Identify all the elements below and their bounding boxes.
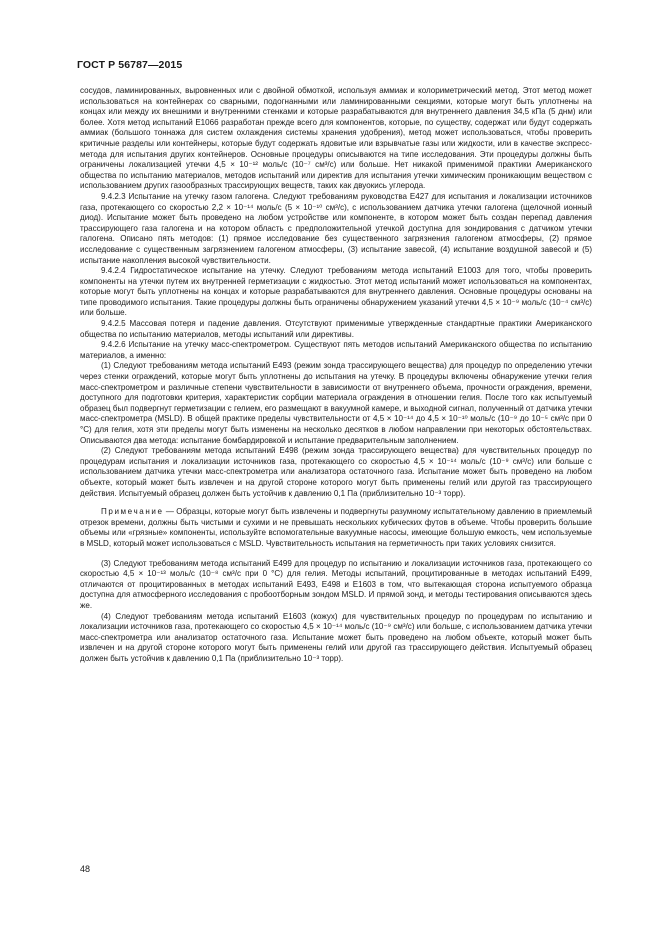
paragraph-continuation: сосудов, ламинированных, выровненных или с двойной обмоткой, используя аммиак и колориметрический метод. Этот метод может использоваться на контейнерах со сварными, подогнанными или ламинированными секциями, которые могут быть уплотнены на концах или между их внешними и внутренними стенками и которые разрабатываются для внутреннего давления 34,5 кПа (5 днм) или более. Хотя метод испытаний Е1066 разработан прежде всего для компонентов, которые, по существу, содержат или будут содержать аммиак (большого тоннажа для систем охлаждения системы хранения удобрения), метод может использоваться, чтобы проверить критичные разделы или контейнеры, которые будут содержать ядовитые или взрывчатые газы или жидкости, или в качестве экспресс-метода для испытания других контейнеров. Основные процедуры описываются на типе исследования. Эти процедуры должны быть ограничены локализацией утечки 4,5 × 10⁻¹² моль/с (10⁻⁷ см³/с) или больше. Нет никакой применимой практики Американского общества по испытанию материалов, методов испытаний или директив для испытания утечки химическим проникающим веществом с использованием других газообразных трассирующих веществ, таких как двуокись углерода. <box>80 86 592 191</box>
paragraph-item-2: (2) Следуют требованиям метода испытаний Е498 (режим зонда трассирующего вещества) для чувствительных процедур по процедурам испытания и локализации источников газа, протекающего со скоростью 4,5 × 10⁻¹⁴ моль/с (10⁻⁹ см³/с) или больше с использованием датчика утечки масс-спектрометра или анализатора остаточного газа. Испытание может быть проведено на любом объекте, который может быть извлечен и на другой стороне которого могут быть применены гелий или другой газ трассирующего действия. Испытуемый образец должен быть устойчив к давлению 0,1 Па (приблизительно 10⁻³ торр). <box>80 446 592 498</box>
page-number: 48 <box>80 864 91 874</box>
note-label: Примечание <box>101 507 164 517</box>
paragraph-item-3: (3) Следуют требованиям метода испытаний Е499 для процедур по испытанию и локализации источников газа, протекающего со скоростью 4,5 × 10⁻¹³ моль/с (10⁻⁸ см³/с при 0 °С) для гелия. Методы испытаний, процитированные в методах испытаний Е499, отличаются от процитированных в методах испытаний Е493, Е498 и Е1603 в том, что вытекающая сторона испытуемого образца доступна для атмосферного исследования с пробоотборным зондом MSLD. И прямой зонд, и методы тестирования описываются здесь же. <box>80 558 592 610</box>
paragraph-9-4-2-6: 9.4.2.6 Испытание на утечку масс-спектрометром. Существуют пять методов испытаний Американского общества по испытанию материалов, а именно: <box>80 340 592 360</box>
paragraph-item-1: (1) Следуют требованиям метода испытаний Е493 (режим зонда трассирующего вещества) для процедур по определению утечки через стенки ограждений, которые могут быть уплотнены до испытания на утечку. В процедуры включены обнаружение утечки гелия масс-спектрометром и различные степени чувствительности в зависимости от внутреннего объема, прочности ограждения, времени, доступного для подготовки критерия, характеристик сорбции материала ограждения в отношении гелия. После того как испытуемый образец был подвергнут герметизации с гелием, его размещают в вакуумной камере, и выходной сигнал, полученный от датчика утечки масс-спектрометра (MSLD). В общей практике пределы чувствительности от 4,5 × 10⁻¹⁴ до 4,5 × 10⁻¹⁰ моль/с (10⁻⁹ до 10⁻⁵ см³/с при 0 °С) для гелия, хотя эти пределы могут быть изменены на несколько десятков в любом направлении при некоторых обстоятельствах. Описываются два метода: испытание бомбардировкой и испытание предварительным заполнением. <box>80 361 592 445</box>
note-text: — Образцы, которые могут быть извлечены и подвергнуты разумному испытательному давлению в приемлемый отрезок времени, должны быть чистыми и сухими и не превышать нескольких кубических футов в объеме. Чтобы проверить большие объемы или «грязные» компоненты, используйте вспомогательные вакуумные насосы, имеющие большую емкость, чем используемые в MSLD, который может использоваться с MSLD. Чувствительность испытания на герметичность при таких условиях снизится. <box>80 507 592 548</box>
paragraph-9-4-2-3: 9.4.2.3 Испытание на утечку газом галогена. Следуют требованиям руководства Е427 для испытания и локализации источников газа, протекающего со скоростью 2,2 × 10⁻¹⁴ моль/с (5 × 10⁻¹⁰ см³/с), с использованием датчика утечки галогена (щелочной ионный диод). Испытание может быть проведено на любом устройстве или компоненте, в котором может быть создан перепад давления трассирующего газа галогена и на котором область с предположительной утечкой доступна для зондирования с датчиком утечки галогена. Описано пять методов: (1) прямое исследование без существенного загрязнения галогеном атмосферы, (2) прямое исследование с существенным загрязнением галогеном атмосферы, (3) испытание завесой, (4) испытание воздушной завесой и (5) испытание накопления высокой чувствительности. <box>80 191 592 265</box>
standard-header: ГОСТ Р 56787—2015 <box>77 59 183 71</box>
document-body <box>80 86 592 664</box>
note-block <box>80 507 592 549</box>
paragraph-9-4-2-5: 9.4.2.5 Массовая потеря и падение давления. Отсутствуют применимые утвержденные стандартные практики Американского общества по испытанию материалов, методы испытаний или директивы. <box>80 319 592 339</box>
paragraph-item-4: (4) Следуют требованиям метода испытаний Е1603 (кожух) для чувствительных процедур по процедурам по испытанию и локализации источников газа, протекающего со скоростью 4,5 × 10⁻¹⁴ моль/с (10⁻⁹ см³/с) или больше, с использованием датчика утечки масс-спектрометра или анализатор остаточного газа. Испытание может быть проведено на любом объекте, который может быть извлечен и на другой стороне которого могут быть применены гелий или другой газ трассирующего действия. Испытуемый образец должен быть устойчив к давлению 0,1 Па (приблизительно 10⁻³ торр). <box>80 611 592 663</box>
paragraph-9-4-2-4: 9.4.2.4 Гидростатическое испытание на утечку. Следуют требованиям метода испытаний Е1003 для того, чтобы проверить компоненты на утечки путем их внутренней герметизации с жидкостью. Этот метод испытаний может использоваться на компонентах, которые могут быть уплотнены на концах и которые разрабатываются для внутреннего давления. Основные процедуры основаны на типе проводимого испытания. Такие процедуры должны быть ограничены обнаружением указаний утечки 4,5 × 10⁻⁹ моль/с (10⁻⁴ см³/с) или больше. <box>80 266 592 318</box>
